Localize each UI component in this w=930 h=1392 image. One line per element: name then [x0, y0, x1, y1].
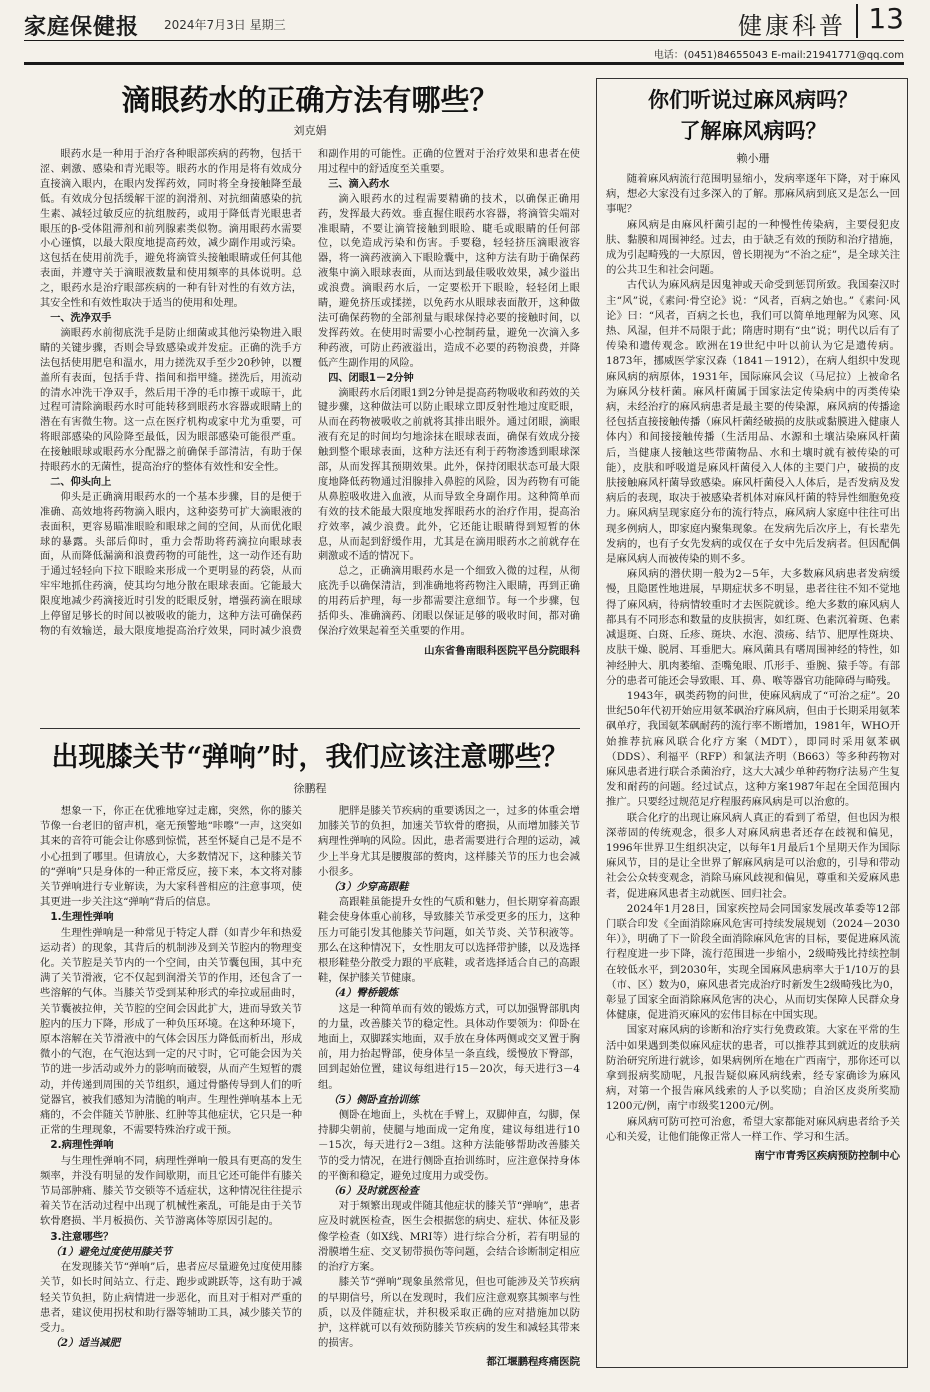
paragraph: 麻风病的潜伏期一般为2－5年，大多数麻风病患者发病缓慢，且隐匿性地进展，早期症状多不明显，患者往往不知不觉地得了麻风病，待病情较重时才去医院就诊。绝大多数的麻风病人都具有不同形态和数量的皮肤损害，如红斑、色素沉着斑、色素减退斑、白斑、丘疹、斑块、水泡、溃疡、结节、肥厚性斑块、皮肤干燥、脱屑、耳垂肥大。麻风菌具有嗜周围神经的特性，如神经肿大、肌肉萎缩、歪嘴兔眼、爪形手、垂腕、猿手等。有部分的患者可能还会导致眼、耳、鼻、喉等器官功能障碍与畸残。: [606, 568, 900, 687]
article-title-line1: 你们听说过麻风病吗？: [648, 87, 858, 112]
section-heading: 三、滴入药水: [328, 178, 390, 190]
page-number: 13: [868, 2, 904, 35]
sub-heading: （2）适当减肥: [50, 1337, 120, 1350]
paragraph: 想象一下，你正在优雅地穿过走廊，突然，你的膝关节像一台老旧的留声机，毫无预警地“咔嚓”一声，这突如其来的音符可能会让你感到惊慌，甚至怀疑自己是不是不小心扭到了哪里。但请放心，大多数情况下，这种膝关节的“弹响”只是身体的一种正常反应，接下来，本文将对膝关节弹响进行专业解读，为大家科普相应的注意事项，使其更进一步关注这“弹响”背后的信息。: [40, 805, 302, 909]
masthead: [24, 0, 904, 62]
paragraph: 国家对麻风病的诊断和治疗实行免费政策。大家在平常的生活中如果遇到类似麻风症状的患者，可以推荐其到就近的皮肤病防治研究所进行就诊，如果病例所在地在广西南宁，那你还可以拿到报病奖励呢，凡报告疑似麻风病线索，经专家确诊为麻风病，对第一个报告麻风线索的人予以奖励；自治区皮炎所奖励1200元/例，南宁市级奖1200元/例。: [606, 1024, 900, 1113]
article-source: 都江堰鹏程疼痛医院: [486, 1356, 580, 1369]
section-heading: 3.注意哪些？: [50, 1230, 114, 1243]
paragraph: 联合化疗的出现让麻风病人真正的看到了希望，但也因为根深蒂固的传统观念，很多人对麻风病患者还存在歧视和偏见，1996年世界卫生组织决定，以每年1月最后1个星期天作为国际麻风节，目的是让全世界了解麻风病是可以治愈的，引导和带动社会公众转变观念，消除马麻风歧视和偏见，尊重和关爱麻风患者，促进麻风患者主动就医、回归社会。: [606, 811, 900, 900]
paragraph: 古代认为麻风病是因鬼神或天命受到惩罚所致。我国秦汉时主“风”说，《素问·骨空论》说：“风者，百病之始也。”《素问·风论》曰：“风者，百病之长也，我们可以简单地理解为风寒、风热、风湿，但并不局限于此；隋唐时期有“虫”说；明代以后有了传染和遗传观念。欧洲在19世纪中叶以前认为它是遗传病。1873年，挪威医学家汉森（1841－1912），在病人组织中发现麻风病的病原体，1931年，国际麻风会议（马尼拉）上被命名为麻风分枝杆菌。麻风杆菌属于国家法定传染病中的丙类传染病，未经治疗的麻风病患者是最主要的传染源，麻风病的传播途径包括直接接触传播（麻风杆菌经破损的皮肤或黏膜进入健康人体内）和间接接触传播（生活用品、水源和土壤沾染麻风杆菌后，当健康人接触这些带菌物品、水和土壤时就有被传染的可能），皮肤和呼吸道是麻风杆菌侵入人体的主要门户，破损的皮肤接触麻风杆菌导致感染。麻风杆菌侵入人体后，是否发病及发病后的表现，取决于被感染者机体对麻风杆菌的特异性细胞免疫力。麻风病呈现家庭分布的流行特点，麻风病人家庭中往往可出现多例病人，即家庭内聚集现象。在发病先后次序上，有长辈先发病的，也有子女先发病的或仅在子女中先后发病者。但因配偶是麻风病人而被传染的则不多。: [606, 279, 900, 566]
article-author: 赖小珊: [736, 152, 770, 165]
paragraph: 与生理性弹响不同，病理性弹响一般具有更高的发生频率，并没有明显的发作间歇期，而且它还可能伴有膝关节局部肿痛、膝关节交锁等不适症状，这种情况往往提示着关节在活动过程中出现了机械性紊乱，可能是由于关节软骨磨损、半月板损伤、关节游离体等原因引起的。: [40, 1154, 302, 1228]
paragraph: 总之，正确滴用眼药水是一个细致入微的过程，从彻底洗手以确保清洁，到准确地将药物注入眼睛，再到正确的用药后护理，每一步都需要注意细节。每一个步骤，包括仰头、准确滴药、闭眼以保证足够的吸收时间，都对确保治疗效果起着至关重要的作用。: [318, 566, 580, 637]
paragraph: 肥胖是膝关节疾病的重要诱因之一，过多的体重会增加膝关节的负担，加速关节软骨的磨损，从而增加膝关节病理性弹响的风险。因此，患者需要进行合理的运动，减少上半身尤其是腰腹部的赘肉，这样膝关节的压力也会减小很多。: [318, 805, 580, 878]
paragraph: 仰头是正确滴用眼药水的一个基本步骤，目的是便于准确、高效地将药物滴入眼内，这种姿势可扩大滴眼液的表面积，更容易瞄准眼睑和眼球之间的空间，从而优化眼球的暴露。头部后仰时，重力会帮助将药滴拉向眼球表面，从而降低漏滴和浪费药物的可能性，这一动作还有助于通过轻轻向下拉下眼睑来形成一个更明显的药袋，从而牢牢地抓住药滴，使其均匀地分散在眼球表面。它能最大限度地减少药滴接近时引发的眨眼反射，增强药滴在眼球上停留足够长的时间以被吸收的能力，这种方法可确保药物的有效输送，最大限度地提高治疗效果，同时减少浪费和副作用的可能性。正确的位置对于治疗效果和患者在使用过程中的舒适度至关重要。: [40, 149, 580, 637]
article-title-line2: 了解麻风病吗？: [679, 118, 827, 143]
section-heading: 一、洗净双手: [50, 312, 112, 324]
paragraph: 麻风病是由麻风杆菌引起的一种慢性传染病，主要侵犯皮肤、黏膜和周围神经。过去，由于缺乏有效的预防和治疗措施，成为引起畸残的一大原因，曾长期视为“不治之症”，是全球关注的公共卫生和社会问题。: [606, 218, 900, 277]
sub-heading: （6）及时就医检查: [328, 1185, 419, 1198]
article-body: [606, 172, 900, 1164]
header-divider: [856, 4, 858, 38]
sub-heading: （5）侧卧直抬训练: [328, 1093, 419, 1106]
article-title: 滴眼药水的正确方法有哪些？: [121, 83, 499, 117]
article-source: 南宁市青秀区疾病预防控制中心: [754, 1150, 900, 1162]
paragraph: 高跟鞋虽能提升女性的气质和魅力，但长期穿着高跟鞋会使身体重心前移，导致膝关节承受更多的压力，这种压力可能引发其他膝关节问题，如关节炎、关节积液等。那么在这种情况下，女性朋友可以选择带护膝，以及选择根形鞋垫分散受力跟的平底鞋，或者选择适合自己的高跟鞋，保护膝关节健康。: [318, 896, 580, 985]
section-heading: 四、闭眼1－2分钟: [328, 372, 414, 384]
paragraph: 生理性弹响是一种常见于特定人群（如青少年和热爱运动者）的现象，其背后的机制涉及到关节腔内的物理变化。关节腔是关节内的一个空间，由关节囊包围，其中充满了关节滑液，它不仅起到润滑关节的作用，还包含了一些溶解的气体。当膝关节受到某种形式的牵拉或屈曲时，关节囊被拉伸，关节腔的空间会因此扩大，进而导致关节腔内的压力下降，形成了一种负压环境。在这种环境下，原本溶解在关节滑液中的气体会因压力降低而析出，形成微小的气泡，在气泡达到一定的尺寸时，它可能会因为关节的进一步活动或外力的影响而破裂，从而产生短暂的震动，并传递到周围的关节组织，通过骨骼传导到人们的听觉器官，被我们感知为清脆的响声。生理性弹响基本上无痛的，不会伴随关节肿胀、红肿等其他症状，它只是一种正常的生理现象，不需要特殊治疗或干预。: [40, 926, 302, 1137]
article-body: [40, 148, 580, 664]
paragraph: 2024年1月28日，国家疾控局会同国家发展改革委等12部门联合印发《全面消除麻风危害可持续发展规划（2024－2030年）》，明确了下一阶段全面消除麻风危害的目标，要促进麻风流行程度进一步下降，流行范围进一步缩小，2级畸残比持续控制在较低水平，到2030年，实现全国麻风患病率大于1/10万的县（市、区）数为0，麻风患者完成治疗时新发生2级畸残比为0，彰显了国家全面消除麻风危害的决心，从而切实保障人民群众身体健康，促进消灭麻风的宏伟目标在中国实现。: [606, 902, 900, 1022]
header-rule-thick: [24, 62, 904, 65]
newspaper-name: 家庭保健报: [24, 14, 140, 40]
article-title: 出现膝关节“弹响”时，我们应该注意哪些？: [51, 742, 569, 773]
paragraph: 滴眼药水前彻底洗手是防止细菌或其他污染物进入眼睛的关键步骤，否则会导致感染或并发症。正确的洗手方法包括使用肥皂和温水，用力搓洗双手至少20秒钟，以覆盖所有表面，包括手背、指间和指甲缝。搓洗后，用流动的清水冲洗干净双手，然后用干净的毛巾擦干或晾干，此过程可清除滴眼药水时可能转移到眼药水容器或眼睛上的潜在有害微生物。这一点在医疗机构或家中尤为重要，可将眼部感染的风险降至最低，因为眼部感染可能很严重。在接触眼球或眼药水分配器之前确保手部清洁，有助于保持眼药水的无菌性，提高治疗的整体有效性和安全性。: [40, 327, 302, 474]
article-leprosy: [606, 84, 900, 1164]
paragraph: 这是一种简单而有效的锻炼方式，可以加强臀部肌肉的力量，改善膝关节的稳定性。具体动作要领为：仰卧在地面上，双脚踩实地面，双手放在身体两侧或交叉置于胸前，用力抬起臀部，使身体呈一条直线，缓慢放下臀部，回到起始位置，建议每组进行15－20次，每天进行3－4组。: [318, 1002, 580, 1091]
article-body: [40, 804, 580, 1372]
section-heading: 1.生理性弹响: [50, 911, 114, 924]
paragraph: 麻风病可防可控可治愈，希望大家都能对麻风病患者给予关心和关爱，让他们能像正常人一样工作、学习和生活。: [606, 1115, 900, 1143]
section-title: 健康科普: [738, 12, 846, 40]
sub-heading: （3）少穿高跟鞋: [328, 881, 409, 894]
section-heading: 二、仰头向上: [50, 476, 112, 488]
paragraph: 膝关节“弹响”现象虽然常见，但也可能涉及关节疾病的早期信号，所以在发现时，我们应注意观察其频率与性质，以及伴随症状，并积极采取正确的应对措施加以防护，这样就可以有效预防膝关节疾病的发生和减轻其带来的损害。: [318, 1276, 580, 1350]
paragraph: 侧卧在地面上，头枕在手臂上，双脚伸直，勾脚，保持脚尖朝前，使腿与地面成一定角度，建议每组进行10－15次，每天进行2－3组。这种方法能够帮助改善膝关节的受力情况，在进行侧卧直抬训练时，应注意保持身体的平衡和稳定，避免过度用力或受伤。: [318, 1109, 580, 1182]
sub-heading: （4）臀桥锻炼: [328, 987, 398, 1000]
paragraph: 随着麻风病流行范围明显缩小，发病率逐年下降，对于麻风病，想必大家没有过多深入的了解。那麻风病到底又是怎么一回事呢？: [606, 173, 900, 216]
paragraph: 滴入眼药水的过程需要精确的技术，以确保正确用药，发挥最大药效。垂直握住眼药水容器，将滴管尖端对准眼睛，不要让滴管接触到眼睑、睫毛或眼睛的任何部位，以免造成污染和伤害。手要稳，轻轻挤压滴眼液容器，将一滴药液滴入下眼睑囊中，这种方法有助于确保药液集中滴入眼球表面，从而达到最佳吸收效果，减少溢出或浪费。滴眼药水后，一定要松开下眼睑，轻轻闭上眼睛，避免挤压或揉搓，以免药水从眼球表面散开，这种做法可确保药物的全部剂量与眼球保持必要的接触时间，以发挥药效。在使用时需要小心控制药量，避免一次滴入多种药液，可防止药液溢出，造成不必要的药物浪费，并降低产生副作用的风险。: [318, 193, 580, 369]
article-author: 徐鹏程: [293, 782, 327, 795]
article-separator: [40, 728, 580, 729]
issue-date: 2024年7月3日 星期三: [164, 18, 286, 32]
paragraph: 1943年，砜类药物的问世，使麻风病成了“可治之症”。20世纪50年代初开始应用氨苯砜治疗麻风病，但由于长期采用氨苯砜单疗，我国氨苯砜耐药的流行率不断增加，1981年，WHO开始推荐抗麻风联合化疗方案（MDT），即同时采用氨苯砜（DDS）、利福平（RFP）和氯法齐明（B663）等多种药物对麻风患者进行联合杀菌治疗，这大大减少单种药物疗法易产生复发和耐药的问题。经过试点，这种方案1987年起在全国范围内推广。只要经过规范足疗程服药麻风病是可以治愈的。: [606, 689, 900, 809]
article-source: 山东省鲁南眼科医院平邑分院眼科: [424, 644, 580, 657]
header-rule: [24, 40, 904, 41]
contact-info: 电话：(0451)84655043 E-mail:21941771@qq.com: [653, 50, 904, 61]
paragraph: 对于频繁出现或伴随其他症状的膝关节“弹响”，患者应及时就医检查，医生会根据您的病史、症状、体征及影像学检查（如X线、MRI等）进行综合分析，若有明显的滑膜增生症、交叉韧带损伤等问题，会结合诊断制定相应的治疗方案。: [318, 1200, 580, 1274]
sub-heading: （1）避免过度使用膝关节: [50, 1245, 172, 1258]
paragraph: 在发现膝关节“弹响”后，患者应尽量避免过度使用膝关节，如长时间站立、行走、跑步或跳跃等，这有助于减轻关节负担，防止病情进一步恶化，而且对于相对严重的患者，建议使用拐杖和助行器等辅助工具，减少膝关节的受力。: [40, 1261, 302, 1334]
paragraph: 眼药水是一种用于治疗各种眼部疾病的药物，包括干涩、刺激、感染和青光眼等。眼药水的作用是将有效成分直接滴入眼内，在眼内发挥药效，同时将全身接触降至最低。有效成分包括缓解干涩的润滑剂、对抗细菌感染的抗生素、减轻过敏反应的抗组胺药，或用于降低青光眼患者眼压的β-受体阻滞剂和前列腺素类似物。滴用眼药水需要小心谨慎，以最大限度地提高药效，减少副作用或污染。这包括在使用前洗手，避免将滴管头接触眼睛或任何其他表面，并遵守关于滴眼液数量和使用频率的具体说明。总之，眼药水是治疗眼部疾病的一种有针对性的有效方法，其安全性和有效性取决于适当的使用和处理。: [40, 149, 302, 310]
paragraph: 滴眼药水后闭眼1到2分钟是提高药物吸收和药效的关键步骤，这种做法可以防止眼球立即反射性地过度眨眼，从而在药物被吸收之前就将其排出眼外。通过闭眼，滴眼液有充足的时间均匀地涂抹在眼球表面，确保有效成分接触到整个眼球表面，这种方法还有利于药物渗透到眼球深部，从而发挥其预期效果。此外，保持闭眼状态可最大限度地降低药物通过泪腺排入鼻腔的风险，因为药物有可能从鼻腔吸收进入血液，从而导致全身副作用。这种简单而有效的技术能最大限度地发挥眼药水的治疗作用，提高治疗效率，减少浪费。此外，它还能让眼睛得到短暂的休息，从而起到舒缓作用，尤其是在滴用眼药水之前就存在刺激或不适的情况下。: [318, 387, 580, 563]
section-heading: 2.病理性弹响: [50, 1139, 114, 1152]
article-author: 刘克娟: [293, 124, 327, 137]
article-knee-snapping: [40, 736, 580, 1372]
article-eye-drops: [40, 78, 580, 664]
